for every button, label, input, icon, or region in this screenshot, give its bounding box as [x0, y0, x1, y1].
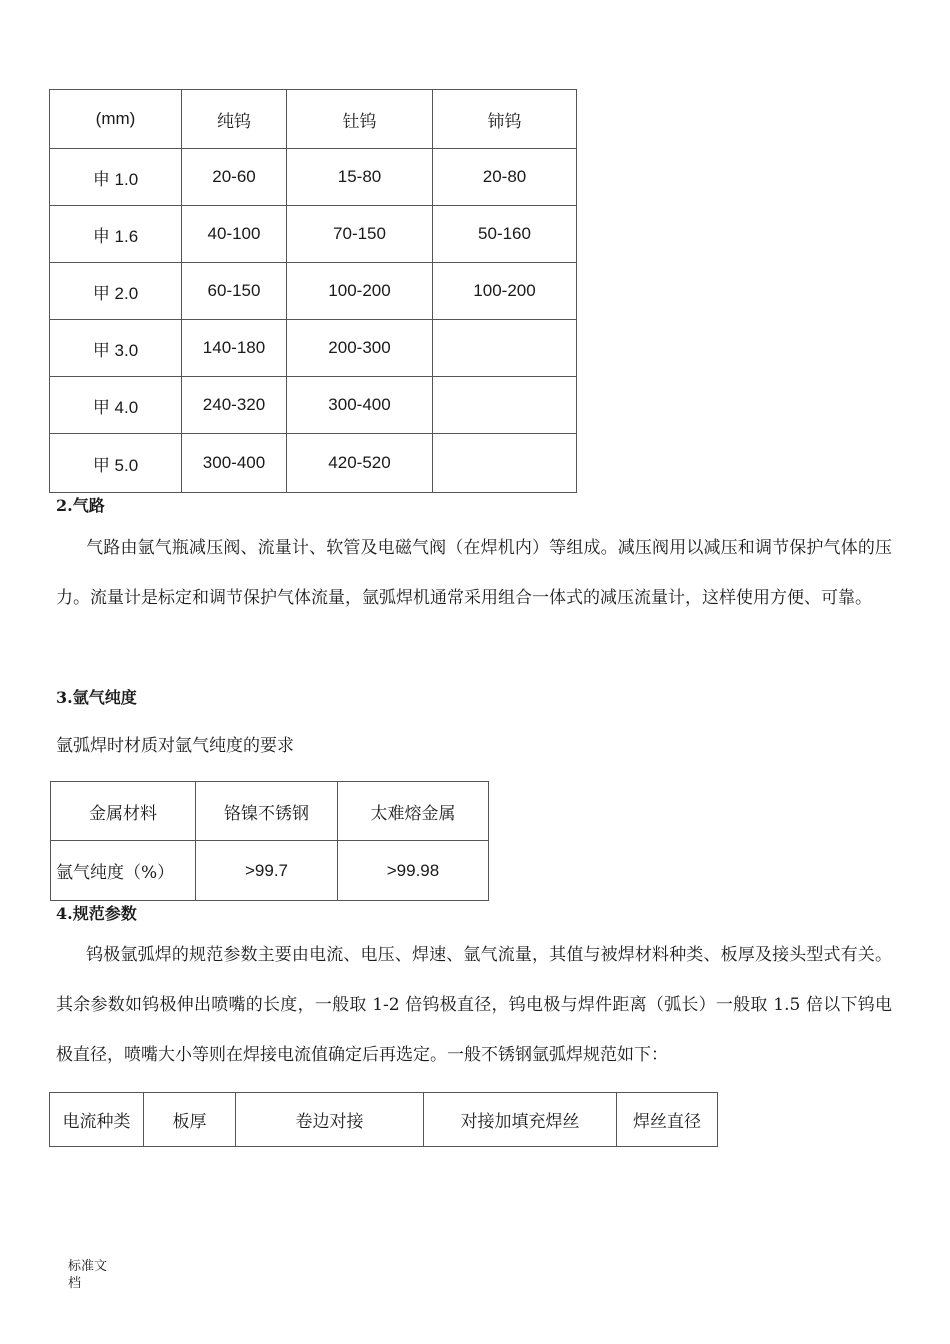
table-header-row: [51, 782, 489, 841]
table-header-cell: 铈钨: [433, 90, 577, 149]
table-cell: 50-160: [433, 206, 577, 263]
electrode-current-table: [49, 89, 577, 493]
table-cell: 甲 4.0: [50, 377, 182, 434]
table-cell: [433, 377, 577, 434]
argon-purity-table: [50, 781, 489, 901]
argon-purity-caption: 氩弧焊时材质对氩气纯度的要求: [56, 736, 294, 756]
table-cell: 60-150: [182, 263, 287, 320]
table-cell: 70-150: [287, 206, 433, 263]
table-cell: 甲 5.0: [50, 434, 182, 493]
table-header-cell: 焊丝直径: [617, 1093, 718, 1147]
table-cell: [433, 320, 577, 377]
table-header-cell: 对接加填充焊丝: [424, 1093, 617, 1147]
table-header-row: [50, 1093, 718, 1147]
table-row: [50, 206, 577, 263]
table-header-cell: 板厚: [144, 1093, 236, 1147]
table-cell: 240-320: [182, 377, 287, 434]
table-header-cell: 太难熔金属: [338, 782, 489, 841]
page-footer: 标准文档: [68, 1259, 108, 1291]
table-row: [51, 841, 489, 901]
table-cell: 140-180: [182, 320, 287, 377]
table-cell: 100-200: [287, 263, 433, 320]
table-cell: 20-80: [433, 149, 577, 206]
section-heading-parameters: 4.规范参数: [56, 904, 137, 923]
table-cell: 100-200: [433, 263, 577, 320]
table-cell: 甲 2.0: [50, 263, 182, 320]
table-header-cell: 电流种类: [50, 1093, 144, 1147]
table-header-cell: 纯钨: [182, 90, 287, 149]
table-cell: 申 1.6: [50, 206, 182, 263]
table-cell: 200-300: [287, 320, 433, 377]
table-cell: 申 1.0: [50, 149, 182, 206]
table-cell: 300-400: [182, 434, 287, 493]
table-cell: >99.7: [196, 841, 338, 901]
table-cell: >99.98: [338, 841, 489, 901]
table-row: [50, 377, 577, 434]
table-header-cell: (mm): [50, 90, 182, 149]
table-cell: 420-520: [287, 434, 433, 493]
welding-spec-table: [49, 1092, 718, 1147]
table-header-cell: 卷边对接: [236, 1093, 424, 1147]
table-row: [50, 434, 577, 493]
parameters-paragraph: [56, 930, 892, 1080]
table-header-cell: 铬镍不锈钢: [196, 782, 338, 841]
table-cell: 40-100: [182, 206, 287, 263]
section-heading-gas-path: 2.气路: [56, 496, 105, 515]
table-row: [50, 320, 577, 377]
paragraph-text: 钨极氩弧焊的规范参数主要由电流、电压、焊速、氩气流量，其值与被焊材料种类、板厚及接头型式有关。其余参数如钨极伸出喷嘴的长度，一般取 1-2 倍钨极直径，钨电极与焊件距离（弧长）一般取 1.5 倍以下钨电极直径，喷嘴大小等则在焊接电流值确定后再选定。一般不锈钢氩弧焊规范如下：: [56, 945, 892, 1065]
table-cell: 15-80: [287, 149, 433, 206]
table-cell: 氩气纯度（%）: [51, 841, 196, 901]
table-row: [50, 263, 577, 320]
table-cell: 300-400: [287, 377, 433, 434]
paragraph-text: 气路由氩气瓶减压阀、流量计、软管及电磁气阀（在焊机内）等组成。减压阀用以减压和调节保护气体的压力。流量计是标定和调节保护气体流量，氩弧焊机通常采用组合一体式的减压流量计，这样使用方便、可靠。: [56, 538, 892, 608]
table-row: [50, 149, 577, 206]
table-cell: 20-60: [182, 149, 287, 206]
table-header-cell: 金属材料: [51, 782, 196, 841]
table-header-row: [50, 90, 577, 149]
table-cell: 甲 3.0: [50, 320, 182, 377]
section-heading-argon-purity: 3.氩气纯度: [56, 688, 137, 707]
table-cell: [433, 434, 577, 493]
gas-path-paragraph: [56, 523, 892, 623]
table-header-cell: 钍钨: [287, 90, 433, 149]
